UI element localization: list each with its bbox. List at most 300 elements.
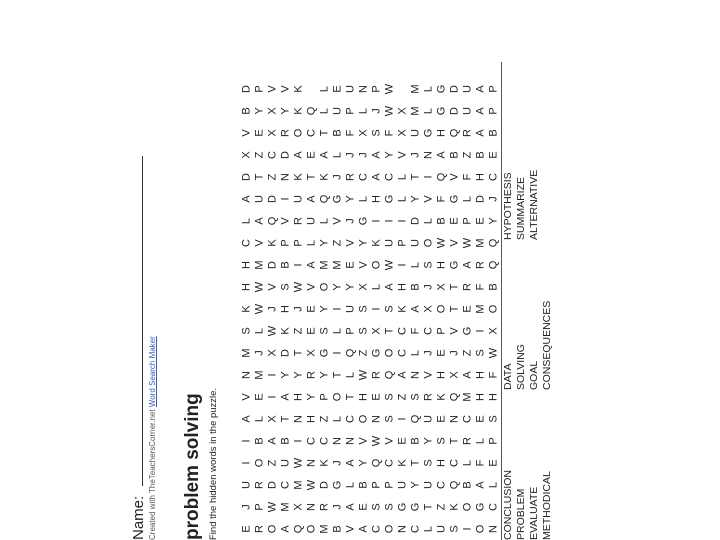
grid-letter[interactable]: E xyxy=(240,525,253,533)
grid-letter[interactable]: X xyxy=(396,129,409,137)
grid-letter[interactable]: L xyxy=(474,437,487,445)
grid-letter[interactable]: E xyxy=(370,393,383,401)
grid-letter[interactable]: L xyxy=(253,327,266,335)
grid-letter[interactable]: C xyxy=(279,481,292,489)
grid-letter[interactable]: U xyxy=(461,107,474,115)
grid-letter[interactable]: O xyxy=(383,524,396,534)
grid-letter[interactable]: B xyxy=(357,481,370,489)
grid-letter[interactable]: D xyxy=(240,85,253,93)
grid-letter[interactable]: E xyxy=(305,151,318,159)
grid-letter[interactable]: O xyxy=(370,260,383,270)
grid-letter[interactable]: G xyxy=(435,84,448,94)
grid-letter[interactable]: R xyxy=(305,371,318,379)
grid-letter[interactable]: H xyxy=(435,371,448,379)
grid-letter[interactable]: G xyxy=(422,128,435,138)
grid-letter[interactable]: G xyxy=(331,480,344,490)
grid-letter[interactable]: B xyxy=(279,437,292,445)
grid-letter[interactable]: D xyxy=(266,481,279,489)
grid-letter[interactable]: H xyxy=(435,261,448,269)
grid-letter[interactable]: Y xyxy=(318,305,331,313)
grid-letter[interactable]: J xyxy=(487,196,500,202)
grid-letter[interactable]: P xyxy=(370,85,383,93)
grid-letter[interactable]: T xyxy=(409,459,422,467)
grid-letter[interactable]: V xyxy=(422,371,435,379)
grid-letter[interactable]: K xyxy=(266,239,279,247)
grid-letter[interactable]: T xyxy=(279,415,292,423)
grid-letter[interactable]: H xyxy=(370,195,383,203)
grid-letter[interactable]: L xyxy=(422,525,435,533)
grid-letter[interactable]: P xyxy=(487,437,500,445)
grid-letter[interactable]: G xyxy=(448,260,461,270)
grid-letter[interactable]: L xyxy=(461,459,474,467)
grid-letter[interactable]: E xyxy=(253,129,266,137)
grid-letter[interactable]: Q xyxy=(435,172,448,182)
grid-letter[interactable]: Y xyxy=(253,107,266,115)
grid-letter[interactable]: C xyxy=(318,437,331,445)
grid-letter[interactable]: F xyxy=(409,327,422,335)
grid-letter[interactable]: Q xyxy=(266,216,279,226)
grid-letter[interactable]: P xyxy=(318,393,331,401)
grid-letter[interactable]: U xyxy=(331,107,344,115)
grid-letter[interactable]: C xyxy=(383,173,396,181)
grid-letter[interactable]: G xyxy=(409,502,422,512)
grid-letter[interactable]: R xyxy=(474,261,487,269)
grid-letter[interactable]: T xyxy=(318,129,331,137)
grid-letter[interactable]: V xyxy=(331,217,344,225)
grid-letter[interactable]: Q xyxy=(448,128,461,138)
grid-letter[interactable]: L xyxy=(331,151,344,159)
grid-letter[interactable]: O xyxy=(331,392,344,402)
grid-letter[interactable]: B xyxy=(253,437,266,445)
grid-letter[interactable]: I xyxy=(266,373,279,377)
grid-letter[interactable]: M xyxy=(318,260,331,270)
grid-letter[interactable]: Z xyxy=(396,393,409,401)
grid-letter[interactable]: R xyxy=(461,129,474,137)
grid-letter[interactable]: A xyxy=(253,217,266,225)
grid-letter[interactable]: E xyxy=(435,415,448,423)
grid-letter[interactable]: Z xyxy=(331,239,344,247)
grid-letter[interactable]: Y xyxy=(409,195,422,203)
grid-letter[interactable]: E xyxy=(461,305,474,313)
grid-letter[interactable]: Q xyxy=(487,238,500,248)
grid-letter[interactable]: P xyxy=(487,85,500,93)
grid-letter[interactable]: E xyxy=(487,151,500,159)
grid-letter[interactable]: P xyxy=(435,327,448,335)
grid-letter[interactable]: T xyxy=(383,327,396,335)
grid-letter[interactable]: S xyxy=(357,327,370,335)
grid-letter[interactable]: K xyxy=(318,459,331,467)
grid-letter[interactable]: U xyxy=(396,481,409,489)
grid-letter[interactable]: H xyxy=(292,393,305,401)
grid-letter[interactable]: Y xyxy=(318,371,331,379)
grid-letter[interactable]: D xyxy=(266,261,279,269)
grid-letter[interactable]: O xyxy=(474,524,487,534)
grid-letter[interactable]: A xyxy=(292,151,305,159)
grid-letter[interactable]: I xyxy=(240,439,253,443)
grid-letter[interactable]: T xyxy=(305,173,318,181)
grid-letter[interactable]: I xyxy=(396,263,409,267)
grid-letter[interactable]: V xyxy=(240,393,253,401)
grid-letter[interactable]: E xyxy=(448,217,461,225)
grid-letter[interactable]: X xyxy=(448,371,461,379)
grid-letter[interactable]: V xyxy=(253,239,266,247)
grid-letter[interactable]: L xyxy=(240,217,253,225)
grid-letter[interactable]: K xyxy=(396,459,409,467)
grid-letter[interactable]: E xyxy=(253,393,266,401)
grid-letter[interactable]: W xyxy=(435,237,448,249)
grid-letter[interactable]: I xyxy=(279,197,292,201)
grid-letter[interactable]: W xyxy=(487,347,500,359)
grid-letter[interactable]: U xyxy=(305,217,318,225)
grid-letter[interactable]: P xyxy=(344,107,357,115)
grid-letter[interactable]: S xyxy=(279,283,292,291)
grid-letter[interactable]: W xyxy=(292,281,305,293)
grid-letter[interactable]: I xyxy=(422,175,435,179)
grid-letter[interactable]: U xyxy=(409,129,422,137)
grid-letter[interactable]: L xyxy=(487,481,500,489)
grid-letter[interactable]: V xyxy=(344,239,357,247)
grid-letter[interactable]: J xyxy=(422,350,435,356)
grid-letter[interactable]: F xyxy=(461,173,474,181)
grid-letter[interactable]: N xyxy=(344,437,357,445)
grid-letter[interactable]: H xyxy=(279,305,292,313)
grid-letter[interactable]: Q xyxy=(448,392,461,402)
grid-letter[interactable]: A xyxy=(474,85,487,93)
grid-letter[interactable]: A xyxy=(344,459,357,467)
grid-letter[interactable]: Y xyxy=(318,239,331,247)
grid-letter[interactable]: A xyxy=(383,283,396,291)
grid-letter[interactable]: A xyxy=(370,151,383,159)
grid-letter[interactable]: A xyxy=(305,261,318,269)
grid-letter[interactable]: P xyxy=(383,481,396,489)
grid-letter[interactable]: T xyxy=(422,503,435,511)
grid-letter[interactable]: U xyxy=(344,305,357,313)
grid-letter[interactable]: M xyxy=(331,260,344,270)
grid-letter[interactable]: M xyxy=(292,480,305,490)
grid-letter[interactable]: R xyxy=(253,481,266,489)
grid-letter[interactable]: J xyxy=(292,306,305,312)
grid-letter[interactable]: G xyxy=(396,502,409,512)
grid-letter[interactable]: Y xyxy=(292,371,305,379)
grid-letter[interactable]: Q xyxy=(292,524,305,534)
grid-letter[interactable]: K xyxy=(370,239,383,247)
grid-letter[interactable]: B xyxy=(240,107,253,115)
grid-letter[interactable]: C xyxy=(266,151,279,159)
grid-letter[interactable]: J xyxy=(422,284,435,290)
grid-letter[interactable]: X xyxy=(487,327,500,335)
grid-letter[interactable]: O xyxy=(383,348,396,358)
grid-letter[interactable]: N xyxy=(487,525,500,533)
grid-letter[interactable]: V xyxy=(357,437,370,445)
grid-letter[interactable]: J xyxy=(266,306,279,312)
grid-letter[interactable]: Z xyxy=(435,503,448,511)
grid-letter[interactable]: D xyxy=(448,107,461,115)
grid-letter[interactable]: B xyxy=(279,261,292,269)
grid-letter[interactable]: A xyxy=(474,129,487,137)
grid-letter[interactable]: P xyxy=(253,503,266,511)
grid-letter[interactable]: L xyxy=(344,481,357,489)
grid-letter[interactable]: C xyxy=(448,459,461,467)
grid-letter[interactable]: G xyxy=(435,106,448,116)
grid-letter[interactable]: X xyxy=(240,151,253,159)
grid-letter[interactable]: C xyxy=(383,459,396,467)
grid-letter[interactable]: Y xyxy=(279,107,292,115)
grid-letter[interactable]: L xyxy=(461,195,474,203)
grid-letter[interactable]: K xyxy=(435,393,448,401)
grid-letter[interactable]: Y xyxy=(344,283,357,291)
grid-letter[interactable]: C xyxy=(461,415,474,423)
grid-letter[interactable]: S xyxy=(448,525,461,533)
grid-letter[interactable]: U xyxy=(279,459,292,467)
grid-letter[interactable]: N xyxy=(448,415,461,423)
grid-letter[interactable]: N xyxy=(370,415,383,423)
grid-letter[interactable]: L xyxy=(422,107,435,115)
grid-letter[interactable]: K xyxy=(318,173,331,181)
grid-letter[interactable]: U xyxy=(383,239,396,247)
grid-letter[interactable]: M xyxy=(409,84,422,94)
grid-letter[interactable]: Y xyxy=(357,239,370,247)
grid-letter[interactable]: N xyxy=(292,415,305,423)
grid-letter[interactable]: H xyxy=(474,173,487,181)
grid-letter[interactable]: L xyxy=(253,415,266,423)
grid-letter[interactable]: A xyxy=(409,305,422,313)
grid-letter[interactable]: N xyxy=(409,371,422,379)
grid-letter[interactable]: T xyxy=(292,349,305,357)
grid-letter[interactable]: Y xyxy=(422,437,435,445)
grid-letter[interactable]: E xyxy=(474,217,487,225)
grid-letter[interactable]: T xyxy=(331,371,344,379)
grid-letter[interactable]: O xyxy=(266,524,279,534)
grid-letter[interactable]: K xyxy=(292,173,305,181)
grid-letter[interactable]: C xyxy=(357,173,370,181)
grid-letter[interactable]: C xyxy=(409,525,422,533)
grid-letter[interactable]: X xyxy=(357,129,370,137)
grid-letter[interactable]: F xyxy=(435,195,448,203)
grid-letter[interactable]: W xyxy=(461,237,474,249)
grid-letter[interactable]: A xyxy=(240,415,253,423)
grid-letter[interactable]: A xyxy=(279,393,292,401)
grid-letter[interactable]: R xyxy=(461,283,474,291)
grid-letter[interactable]: E xyxy=(474,415,487,423)
grid-letter[interactable]: P xyxy=(279,239,292,247)
grid-letter[interactable]: Z xyxy=(461,349,474,357)
grid-letter[interactable]: W xyxy=(370,435,383,447)
grid-letter[interactable]: H xyxy=(487,393,500,401)
grid-letter[interactable]: A xyxy=(266,437,279,445)
grid-letter[interactable]: J xyxy=(331,504,344,510)
grid-letter[interactable]: I xyxy=(240,461,253,465)
grid-letter[interactable]: S xyxy=(383,415,396,423)
grid-letter[interactable]: D xyxy=(266,195,279,203)
grid-letter[interactable]: K xyxy=(396,305,409,313)
grid-letter[interactable]: X xyxy=(266,349,279,357)
grid-letter[interactable]: P xyxy=(487,107,500,115)
grid-letter[interactable]: Z xyxy=(266,173,279,181)
grid-letter[interactable]: N xyxy=(279,173,292,181)
grid-letter[interactable]: T xyxy=(448,437,461,445)
grid-letter[interactable]: U xyxy=(240,481,253,489)
grid-letter[interactable]: Q xyxy=(448,480,461,490)
grid-letter[interactable]: K xyxy=(279,327,292,335)
grid-letter[interactable]: R xyxy=(344,173,357,181)
grid-letter[interactable]: L xyxy=(357,195,370,203)
grid-letter[interactable]: I xyxy=(331,307,344,311)
grid-letter[interactable]: N xyxy=(422,151,435,159)
grid-letter[interactable]: J xyxy=(370,108,383,114)
grid-letter[interactable]: R xyxy=(422,393,435,401)
grid-letter[interactable]: A xyxy=(474,481,487,489)
grid-letter[interactable]: I xyxy=(331,351,344,355)
grid-letter[interactable]: L xyxy=(318,217,331,225)
grid-letter[interactable]: A xyxy=(240,195,253,203)
grid-letter[interactable]: V xyxy=(266,283,279,291)
grid-letter[interactable]: L xyxy=(331,415,344,423)
grid-letter[interactable]: J xyxy=(253,350,266,356)
grid-letter[interactable]: V xyxy=(305,283,318,291)
grid-letter[interactable]: F xyxy=(344,129,357,137)
grid-letter[interactable]: C xyxy=(240,239,253,247)
grid-letter[interactable]: A xyxy=(474,107,487,115)
grid-letter[interactable]: Q xyxy=(370,458,383,468)
grid-letter[interactable]: T xyxy=(448,305,461,313)
grid-letter[interactable]: S xyxy=(422,459,435,467)
grid-letter[interactable]: M xyxy=(474,238,487,248)
grid-letter[interactable]: O xyxy=(435,304,448,314)
grid-letter[interactable]: P xyxy=(253,85,266,93)
grid-letter[interactable]: G xyxy=(448,194,461,204)
grid-letter[interactable]: U xyxy=(253,195,266,203)
grid-letter[interactable]: X xyxy=(422,305,435,313)
grid-letter[interactable]: X xyxy=(305,349,318,357)
grid-letter[interactable]: C xyxy=(305,437,318,445)
grid-letter[interactable]: Q xyxy=(318,194,331,204)
grid-letter[interactable]: P xyxy=(344,327,357,335)
grid-letter[interactable]: N xyxy=(396,525,409,533)
grid-letter[interactable]: I xyxy=(292,439,305,443)
grid-letter[interactable]: A xyxy=(344,503,357,511)
grid-letter[interactable]: S xyxy=(487,415,500,423)
grid-letter[interactable]: B xyxy=(474,151,487,159)
grid-letter[interactable]: A xyxy=(461,371,474,379)
grid-letter[interactable]: K xyxy=(240,305,253,313)
grid-letter[interactable]: C xyxy=(422,327,435,335)
grid-letter[interactable]: I xyxy=(383,219,396,223)
grid-letter[interactable]: A xyxy=(435,151,448,159)
grid-letter[interactable]: Z xyxy=(253,151,266,159)
grid-letter[interactable]: U xyxy=(461,85,474,93)
grid-letter[interactable]: W xyxy=(357,369,370,381)
grid-letter[interactable]: E xyxy=(331,85,344,93)
grid-letter[interactable]: A xyxy=(461,261,474,269)
grid-letter[interactable]: S xyxy=(383,393,396,401)
grid-letter[interactable]: R xyxy=(461,437,474,445)
grid-letter[interactable]: A xyxy=(357,525,370,533)
grid-letter[interactable]: S xyxy=(422,261,435,269)
grid-letter[interactable]: H xyxy=(435,459,448,467)
grid-letter[interactable]: N xyxy=(305,459,318,467)
grid-letter[interactable]: R xyxy=(318,503,331,511)
grid-letter[interactable]: I xyxy=(370,219,383,223)
grid-letter[interactable]: G xyxy=(318,348,331,358)
grid-letter[interactable]: Q xyxy=(383,370,396,380)
grid-letter[interactable]: V xyxy=(240,129,253,137)
grid-letter[interactable]: P xyxy=(370,481,383,489)
grid-letter[interactable]: F xyxy=(474,459,487,467)
grid-letter[interactable]: L xyxy=(396,173,409,181)
grid-letter[interactable]: Q xyxy=(344,348,357,358)
grid-letter[interactable]: W xyxy=(253,303,266,315)
grid-letter[interactable]: C xyxy=(435,481,448,489)
grid-letter[interactable]: F xyxy=(383,129,396,137)
grid-letter[interactable]: L xyxy=(409,261,422,269)
grid-letter[interactable]: D xyxy=(409,217,422,225)
grid-letter[interactable]: B xyxy=(487,283,500,291)
grid-letter[interactable]: B xyxy=(409,437,422,445)
grid-letter[interactable]: L xyxy=(357,107,370,115)
grid-letter[interactable]: W xyxy=(383,259,396,271)
grid-letter[interactable]: H xyxy=(240,283,253,291)
grid-letter[interactable]: L xyxy=(422,217,435,225)
grid-letter[interactable]: P xyxy=(396,239,409,247)
grid-letter[interactable]: I xyxy=(396,417,409,421)
grid-letter[interactable]: Z xyxy=(292,327,305,335)
grid-letter[interactable]: I xyxy=(396,219,409,223)
grid-letter[interactable]: O xyxy=(487,304,500,314)
grid-letter[interactable]: X xyxy=(266,107,279,115)
grid-letter[interactable]: X xyxy=(266,129,279,137)
grid-letter[interactable]: W xyxy=(266,325,279,337)
grid-letter[interactable]: D xyxy=(474,195,487,203)
grid-letter[interactable]: R xyxy=(370,371,383,379)
grid-letter[interactable]: I xyxy=(474,329,487,333)
grid-letter[interactable]: U xyxy=(422,415,435,423)
grid-letter[interactable]: A xyxy=(318,151,331,159)
grid-letter[interactable]: M xyxy=(279,502,292,512)
grid-letter[interactable]: O xyxy=(292,128,305,138)
grid-letter[interactable]: A xyxy=(279,525,292,533)
grid-letter[interactable]: I xyxy=(266,395,279,399)
grid-letter[interactable]: X xyxy=(370,327,383,335)
grid-letter[interactable]: F xyxy=(487,371,500,379)
grid-letter[interactable]: E xyxy=(344,261,357,269)
grid-letter[interactable]: A xyxy=(305,195,318,203)
grid-letter[interactable]: H xyxy=(435,129,448,137)
grid-letter[interactable]: H xyxy=(305,415,318,423)
grid-letter[interactable]: W xyxy=(266,501,279,513)
grid-letter[interactable]: H xyxy=(396,283,409,291)
grid-letter[interactable]: B xyxy=(448,151,461,159)
grid-letter[interactable]: D xyxy=(240,173,253,181)
grid-letter[interactable]: Y xyxy=(344,195,357,203)
grid-letter[interactable]: M xyxy=(240,348,253,358)
grid-letter[interactable]: V xyxy=(357,261,370,269)
grid-letter[interactable]: V xyxy=(422,195,435,203)
grid-letter[interactable]: W xyxy=(383,83,396,95)
grid-letter[interactable]: J xyxy=(240,504,253,510)
grid-letter[interactable]: Y xyxy=(331,283,344,291)
grid-letter[interactable]: U xyxy=(344,85,357,93)
grid-letter[interactable]: B xyxy=(461,481,474,489)
grid-letter[interactable]: C xyxy=(396,349,409,357)
grid-letter[interactable]: F xyxy=(474,283,487,291)
grid-letter[interactable]: U xyxy=(435,525,448,533)
grid-letter[interactable]: Y xyxy=(383,151,396,159)
grid-letter[interactable]: M xyxy=(253,370,266,380)
grid-letter[interactable]: W xyxy=(253,281,266,293)
grid-letter[interactable]: E xyxy=(357,503,370,511)
grid-letter[interactable]: A xyxy=(370,173,383,181)
grid-letter[interactable]: V xyxy=(448,239,461,247)
